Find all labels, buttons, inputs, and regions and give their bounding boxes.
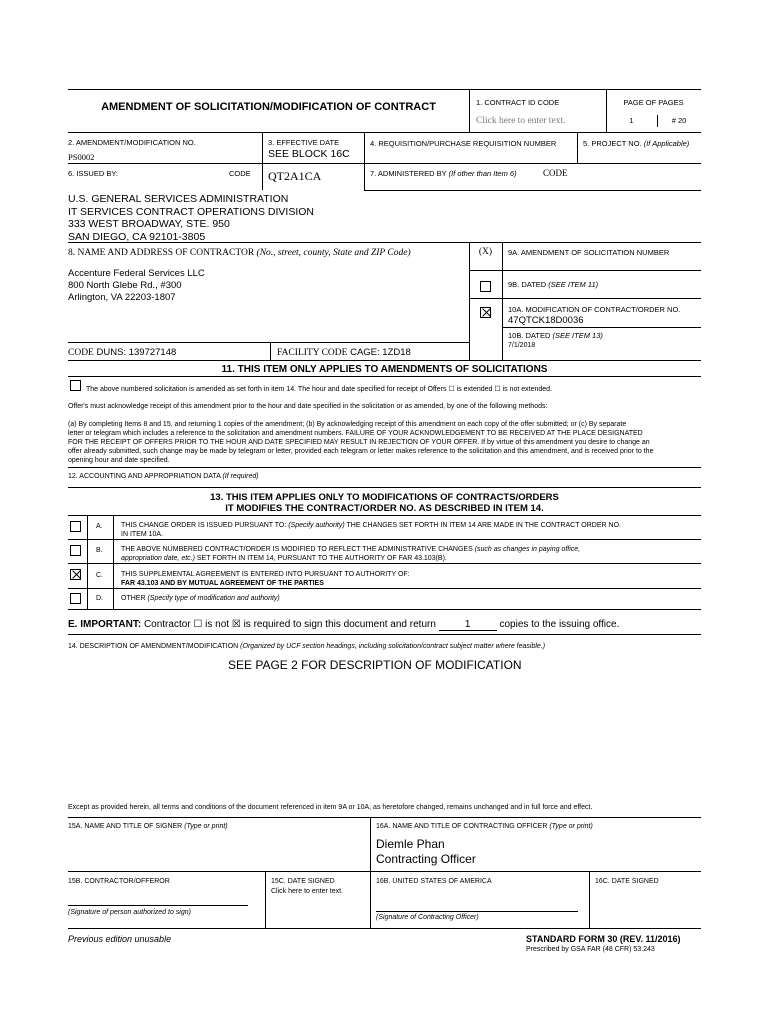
rule bbox=[68, 609, 701, 610]
section-13c-text-line: FAR 43.103 AND BY MUTUAL AGREEMENT OF THE PARTIES bbox=[121, 580, 324, 587]
item-10a-label: 10A. MODIFICATION OF CONTRACT/ORDER NO. bbox=[508, 305, 681, 314]
section-13c-text bbox=[121, 570, 410, 588]
signature-line bbox=[68, 905, 248, 906]
contract-id-label: 1. CONTRACT ID CODE bbox=[476, 98, 560, 107]
item-9a-label: 9A. AMENDMENT OF SOLICITATION NUMBER bbox=[508, 248, 670, 257]
usa-label: 16B. UNITED STATES OF AMERICA bbox=[376, 878, 492, 885]
date-signed-16c-label: 16C. DATE SIGNED bbox=[595, 878, 659, 885]
section-11-title: 11. THIS ITEM ONLY APPLIES TO AMENDMENTS OF SOLICITATIONS bbox=[221, 364, 548, 375]
rule bbox=[364, 190, 701, 191]
signer-label: 15A. NAME AND TITLE OF SIGNER (Type or print) bbox=[68, 823, 228, 830]
section-11-paragraph bbox=[68, 420, 701, 465]
item-10a-value: 47QTCK18D0036 bbox=[508, 315, 584, 326]
important-line: E. IMPORTANT: Contractor ☐ is not ☒ is required to sign this document and return 1 copies to the issuing office. bbox=[68, 619, 620, 630]
section-13d-checkbox[interactable] bbox=[70, 593, 81, 604]
item-14-body: SEE PAGE 2 FOR DESCRIPTION OF MODIFICATION bbox=[228, 658, 522, 672]
contractor-label: 8. NAME AND ADDRESS OF CONTRACTOR (No., street, county, State and ZIP Code) bbox=[68, 248, 411, 258]
rule bbox=[68, 817, 701, 818]
section-13d-letter: D. bbox=[96, 595, 103, 602]
rule bbox=[68, 515, 701, 516]
section-13d-text: OTHER (Specify type of modification and authority) bbox=[121, 595, 280, 602]
facility-code: FACILITY CODE CAGE: 1ZD18 bbox=[277, 347, 411, 358]
rule bbox=[68, 588, 701, 589]
project-no-label: 5. PROJECT NO. (If Applicable) bbox=[583, 139, 690, 148]
rule bbox=[68, 871, 701, 872]
rule bbox=[270, 342, 271, 360]
rule bbox=[68, 928, 701, 929]
section-13c-checkbox-checked[interactable] bbox=[70, 569, 81, 580]
rule bbox=[68, 634, 701, 635]
section-13-title-line: 13. THIS ITEM APPLIES ONLY TO MODIFICATIONS OF CONTRACTS/ORDERS bbox=[210, 492, 559, 503]
copies-count: 1 bbox=[439, 619, 497, 631]
administered-by-code-label: CODE bbox=[543, 168, 568, 178]
x-header: (X) bbox=[478, 247, 493, 257]
section-13a-checkbox[interactable] bbox=[70, 521, 81, 532]
paragraph-line: FOR THE RECEIPT OF OFFERS PRIOR TO THE HOUR AND DATE SPECIFIED MAY RESULT IN REJECTION OF YOUR OFFER. If by virtue of this amendment you desire to change an bbox=[68, 439, 650, 446]
date-signed-15c-label: 15C. DATE SIGNED bbox=[271, 878, 335, 885]
section-13a-letter: A. bbox=[96, 523, 103, 530]
contract-id-field[interactable]: Click here to enter text. bbox=[476, 116, 566, 126]
form-name: STANDARD FORM 30 (REV. 11/2016) bbox=[526, 934, 681, 944]
contractor-offeror-label: 15B. CONTRACTOR/OFFEROR bbox=[68, 878, 170, 885]
date-signed-15c-field[interactable]: Click here to enter text. bbox=[271, 888, 343, 895]
section-13c-text-line: THIS SUPPLEMENTAL AGREEMENT IS ENTERED INTO PURSUANT TO AUTHORITY OF: bbox=[121, 571, 410, 578]
rule bbox=[68, 132, 701, 133]
rule bbox=[469, 89, 470, 132]
contractor-address bbox=[68, 268, 205, 304]
rule bbox=[68, 342, 469, 343]
address-line: U.S. GENERAL SERVICES ADMINISTRATION bbox=[68, 193, 289, 205]
section-13-title-line: IT MODIFIES THE CONTRACT/ORDER NO. AS DESCRIBED IN ITEM 14. bbox=[225, 503, 544, 514]
rule bbox=[262, 132, 263, 190]
section-11-line1: The above numbered solicitation is amended as set forth in item 14. The hour and date specified for receipt of Offers ☐ is extended ☐ is not extended. bbox=[86, 386, 553, 393]
administered-by-label: 7. ADMINISTERED BY (If other than Item 6) bbox=[370, 169, 517, 178]
address-line: 800 North Glebe Rd., #300 bbox=[68, 280, 182, 291]
amendment-no-value: PS0002 bbox=[68, 152, 95, 162]
section-13-title bbox=[68, 492, 701, 514]
rule bbox=[68, 563, 701, 564]
prescribed-by: Prescribed by GSA FAR (48 CFR) 53.243 bbox=[526, 946, 655, 953]
paragraph-line: letter or telegram which includes a reference to the solicitation and amendment numbers. FAILURE OF YOUR ACKNOWLEDGEMENT TO BE RECEIVED AT THE PLACE DESIGNATED bbox=[68, 430, 643, 437]
rule bbox=[502, 327, 701, 328]
rule bbox=[68, 376, 701, 377]
page-of-pages-label: PAGE OF PAGES bbox=[623, 98, 684, 107]
rule bbox=[469, 298, 701, 299]
form-title: AMENDMENT OF SOLICITATION/MODIFICATION OF CONTRACT bbox=[101, 101, 436, 113]
rule bbox=[68, 539, 701, 540]
section-13b-text: THE ABOVE NUMBERED CONTRACT/ORDER IS MODIFIED TO REFLECT THE ADMINISTRATIVE CHANGES (such as changes in paying office, appropriation date, etc.) SET FORTH IN ITEM 14, PURSUANT TO THE AUTHORITY OF FAR 43.103(B). bbox=[121, 546, 581, 562]
address-line: 333 WEST BROADWAY, STE. 950 bbox=[68, 218, 230, 230]
section-11-checkbox[interactable] bbox=[70, 380, 81, 391]
rule bbox=[577, 132, 578, 163]
rule bbox=[589, 871, 590, 928]
rule bbox=[502, 242, 503, 360]
item-9b-label: 9B. DATED (SEE ITEM 11) bbox=[508, 280, 599, 289]
item-9b-checkbox[interactable] bbox=[480, 281, 491, 292]
contractor-duns: CODE DUNS: 139727148 bbox=[68, 347, 177, 358]
page-number: 1 bbox=[629, 116, 634, 125]
item-14-footer: Except as provided herein, all terms and conditions of the document referenced in item 9A or 10A, as heretofore changed, remains unchanged and in full force and effect. bbox=[68, 804, 593, 811]
rule bbox=[469, 270, 701, 271]
previous-edition-note: Previous edition unusable bbox=[68, 934, 172, 944]
rule bbox=[68, 163, 701, 164]
officer-signature-caption: (Signature of Contracting Officer) bbox=[376, 914, 479, 921]
section-13a-text-line: IN ITEM 10A. bbox=[121, 531, 164, 538]
section-13b-checkbox[interactable] bbox=[70, 545, 81, 556]
rule bbox=[68, 487, 701, 488]
paragraph-line: (a) By completing Items 8 and 15, and returning 1 copies of the amendment; (b) By acknowledging receipt of this amendment on each copy of the offer submitted; or (c) By separate bbox=[68, 421, 627, 428]
section-11-line2: Offer's must acknowledge receipt of this amendment prior to the hour and date specified in the solicitation or as amended, by one of the following methods: bbox=[68, 403, 548, 410]
effective-date-value: SEE BLOCK 16C bbox=[268, 148, 350, 160]
rule bbox=[87, 515, 88, 609]
officer-name-title bbox=[376, 837, 476, 867]
paragraph-line: opening hour and date specified. bbox=[68, 457, 170, 464]
issued-by-label: 6. ISSUED BY: bbox=[68, 169, 119, 178]
item-10b-label: 10B. DATED (SEE ITEM 13) bbox=[508, 331, 603, 340]
item-10a-checkbox-checked[interactable] bbox=[480, 307, 491, 318]
address-line: SAN DIEGO, CA 92101-3805 bbox=[68, 230, 206, 243]
issued-by-code-label: CODE bbox=[229, 169, 251, 178]
rule bbox=[370, 817, 371, 928]
address-line: IT SERVICES CONTRACT OPERATIONS DIVISION bbox=[68, 205, 315, 218]
address-line: Accenture Federal Services LLC bbox=[68, 268, 205, 279]
rule bbox=[265, 871, 266, 928]
address-line: Arlington, VA 22203-1807 bbox=[68, 292, 176, 303]
item-14-label: 14. DESCRIPTION OF AMENDMENT/MODIFICATION (Organized by UCF section headings, including solicitation/contract subject matter where feasible.) bbox=[68, 643, 546, 650]
issued-by-address bbox=[68, 193, 314, 243]
officer-label: 16A. NAME AND TITLE OF CONTRACTING OFFICER (Type or print) bbox=[376, 823, 593, 830]
section-13a-text: THIS CHANGE ORDER IS ISSUED PURSUANT TO: (Specify authority) THE CHANGES SET FORTH IN ITEM 14 ARE MADE IN THE CONTRACT ORDER NO. IN ITEM 10A. bbox=[121, 522, 621, 538]
officer-title: Contracting Officer bbox=[376, 852, 476, 866]
requisition-label: 4. REQUISITION/PURCHASE REQUISITION NUMBER bbox=[370, 139, 557, 148]
section-13b-letter: B. bbox=[96, 547, 103, 554]
signature-line bbox=[376, 911, 578, 912]
rule bbox=[68, 360, 701, 361]
rule bbox=[364, 132, 365, 190]
item-10b-value: 7/1/2018 bbox=[508, 342, 536, 349]
contractor-signature-caption: (Signature of person authorized to sign) bbox=[68, 909, 191, 916]
paragraph-line: offer already submitted, such change may be made by telegram or letter, provided each telegram or letter makes reference to the solicitation and this amendment, and is received prior to the bbox=[68, 448, 654, 455]
rule bbox=[113, 515, 114, 609]
section-13c-letter: C. bbox=[96, 572, 103, 579]
rule bbox=[469, 242, 470, 360]
item-12-label: 12. ACCOUNTING AND APPROPRIATION DATA (If required) bbox=[68, 473, 259, 480]
officer-name: Diemle Phan bbox=[376, 837, 445, 851]
issued-by-code-value: QT2A1CA bbox=[268, 169, 322, 183]
effective-date-label: 3. EFFECTIVE DATE bbox=[268, 138, 340, 147]
rule bbox=[68, 467, 701, 468]
page-total: # 20 bbox=[671, 116, 687, 125]
amendment-no-label: 2. AMENDMENT/MODIFICATION NO. bbox=[68, 138, 196, 147]
rule bbox=[606, 89, 607, 132]
